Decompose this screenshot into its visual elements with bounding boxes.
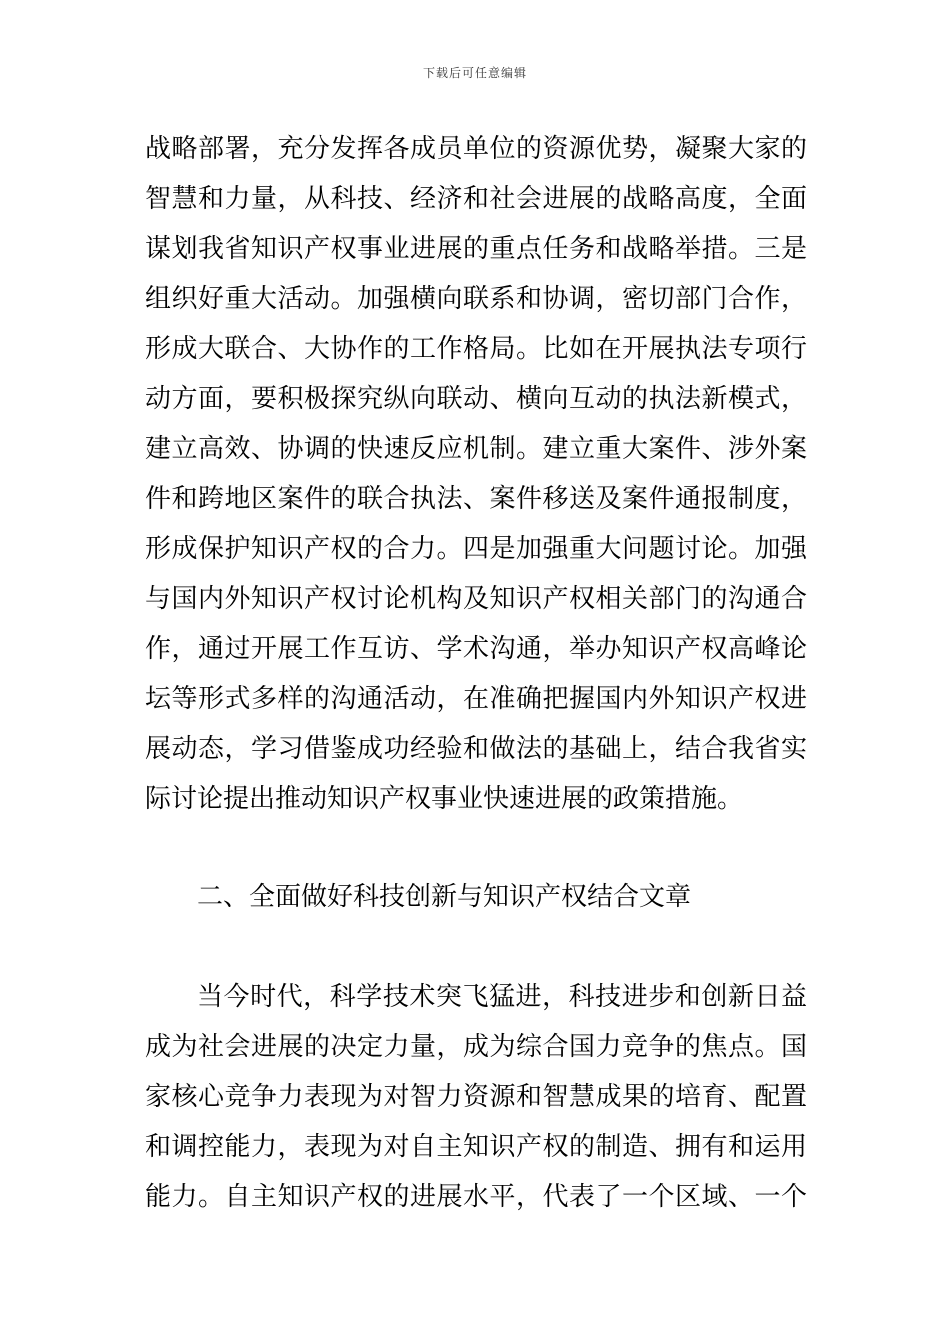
text-line: 和调控能力，表现为对自主知识产权的制造、拥有和运用 <box>145 1132 807 1162</box>
text-line: 战略部署，充分发挥各成员单位的资源优势，凝聚大家的 <box>145 134 807 164</box>
text-line: 际讨论提出推动知识产权事业快速进展的政策措施。 <box>145 784 744 814</box>
text-line: 当今时代，科学技术突飞猛进，科技进步和创新日益 <box>197 982 807 1012</box>
text-line: 组织好重大活动。加强横向联系和协调，密切部门合作， <box>145 284 807 314</box>
text-line: 形成大联合、大协作的工作格局。比如在开展执法专项行 <box>145 334 807 364</box>
section-heading: 二、全面做好科技创新与知识产权结合文章 <box>197 882 692 912</box>
paragraph-2 <box>145 972 807 1222</box>
text-line: 谋划我省知识产权事业进展的重点任务和战略举措。三是 <box>145 234 807 264</box>
text-line: 建立高效、协调的快速反应机制。建立重大案件、涉外案 <box>145 434 807 464</box>
paragraph-1 <box>145 124 807 824</box>
text-line: 形成保护知识产权的合力。四是加强重大问题讨论。加强 <box>145 534 807 564</box>
text-line: 展动态，学习借鉴成功经验和做法的基础上，结合我省实 <box>145 734 807 764</box>
text-line: 件和跨地区案件的联合执法、案件移送及案件通报制度， <box>145 484 807 514</box>
text-line: 与国内外知识产权讨论机构及知识产权相关部门的沟通合 <box>145 584 807 614</box>
text-line: 坛等形式多样的沟通活动，在准确把握国内外知识产权进 <box>145 684 807 714</box>
text-line: 智慧和力量，从科技、经济和社会进展的战略高度，全面 <box>145 184 807 214</box>
page-header: 下载后可任意编辑 <box>422 66 527 80</box>
text-line: 成为社会进展的决定力量，成为综合国力竞争的焦点。国 <box>145 1032 807 1062</box>
text-line: 家核心竞争力表现为对智力资源和智慧成果的培育、配置 <box>145 1082 807 1112</box>
text-line: 作，通过开展工作互访、学术沟通，举办知识产权高峰论 <box>145 634 807 664</box>
text-line: 能力。自主知识产权的进展水平，代表了一个区域、一个 <box>145 1182 807 1212</box>
text-line: 动方面，要积极探究纵向联动、横向互动的执法新模式， <box>145 384 807 414</box>
